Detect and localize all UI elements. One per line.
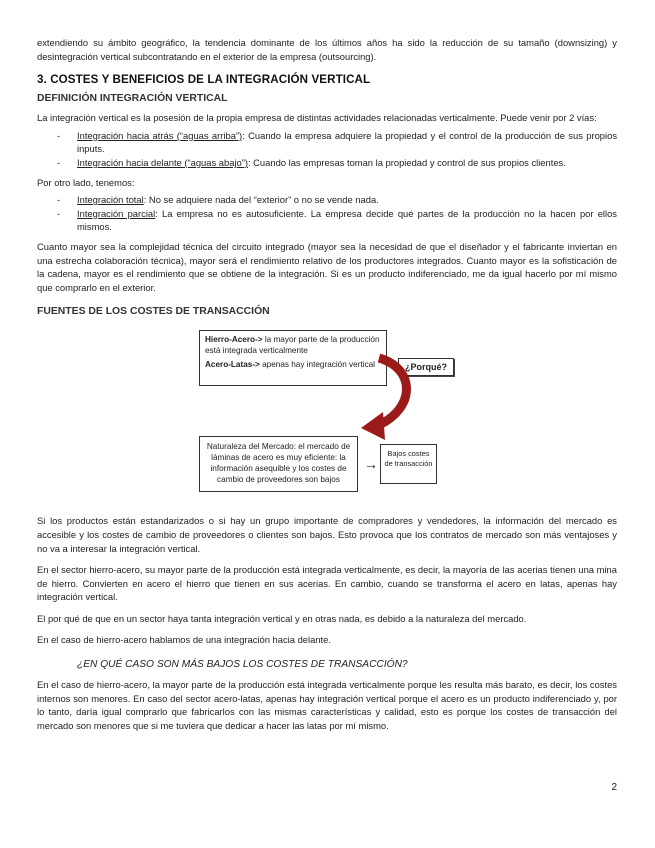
curved-arrow-icon xyxy=(357,350,437,442)
low-costs-box: Bajos costes de transacción xyxy=(380,444,437,484)
complexity-paragraph: Cuanto mayor sea la complejidad técnica del circuito integrado (mayor sea la necesidad de que el diseñador y el fabricante inviertan en una estrecha colaboración técnica), mayor será el rendimiento relativo de los productores integrados. Cuanto mayor es la sofisticación de la cadena, mayor es el rendimiento que se obtiene de la integración. Si es un producto indiferenciado, me da igual hacerlo por mí mismo que comprarlo en el exterior. xyxy=(37,240,617,293)
sources-heading: FUENTES DE LOS COSTES DE TRANSACCIÓN xyxy=(37,306,270,318)
list-item xyxy=(37,207,617,234)
iron-steel-paragraph: En el sector hierro-acero, su mayor parte de la producción está integrada verticalmente, es decir, la mayoría de las acerias tienen una mina de hierro. Convierten en acero el hierro que tienen en sus acerias. En cambio, cuando se transforma el acero en latas, apenas hay integración vertical. xyxy=(37,564,617,603)
vias-list xyxy=(37,129,617,170)
acero-latas-label: Acero-Latas-> xyxy=(205,360,260,370)
types-list xyxy=(37,193,617,234)
list-item xyxy=(37,129,617,156)
acero-latas-line xyxy=(205,359,381,370)
page-number: 2 xyxy=(611,782,617,793)
term-total: Integración total xyxy=(77,194,144,206)
question-heading: ¿EN QUÉ CASO SON MÁS BAJOS LOS COSTES DE TRANSACCIÓN? xyxy=(77,659,408,671)
why-paragraph: El por qué de que en un sector haya tanta integración vertical y en otras nada, es debido a la naturaleza del mercado. xyxy=(37,612,527,624)
term-forward-text: : Cuando las empresas toman la propiedad y control de sus propios clientes. xyxy=(247,156,566,168)
hierro-acero-label: Hierro-Acero-> xyxy=(205,335,263,345)
definition-paragraph: La integración vertical es la posesión de la propia empresa de distintas actividades relacionadas verticalmente. Puede venir por 2 vías: xyxy=(37,112,597,124)
term-forward: Integración hacia delante (“aguas abajo”) xyxy=(77,156,248,168)
definition-heading: DEFINICIÓN INTEGRACIÓN VERTICAL xyxy=(37,93,228,105)
final-paragraph: En el caso de hierro-acero, la mayor parte de la producción está integrada verticalmente porque les resulta más barato, es decir, los costes internos son menores. En caso del sector acero-latas, apenas hay integración vertical porque el acero es un producto indiferenciado y, por lo tanto, daría igual comprarlo que fabricarlos con las mismas características y calidad, esto es porque los costes de transacción del mercado son menores que si me tuviera que dedicar a hacer las latas por mí mismo. xyxy=(37,679,617,731)
list-item xyxy=(37,156,617,170)
hierro-acero-text: la mayor parte de la producción está integrada verticalmente xyxy=(205,335,380,356)
why-question-box: ¿Porqué? xyxy=(398,358,454,376)
acero-latas-text: apenas hay integración vertical xyxy=(259,360,375,370)
term-backward-text: : Cuando la empresa adquiere la propiedad y el control de la producción de sus propios inputs. xyxy=(77,129,618,155)
other-intro: Por otro lado, tenemos: xyxy=(37,176,135,188)
term-total-text: : No se adquiere nada del “exterior” o no se vende nada. xyxy=(143,194,379,206)
section-title: 3. COSTES Y BENEFICIOS DE LA INTEGRACIÓN VERTICAL xyxy=(37,73,371,87)
term-partial-text: : La empresa no es autosuficiente. La empresa decide qué partes de la producción no la hacen por ellos mismos. xyxy=(77,207,617,233)
list-item xyxy=(37,193,617,207)
right-arrow-icon: → xyxy=(364,456,378,473)
term-partial: Integración parcial xyxy=(77,207,156,219)
market-nature-box: Naturaleza del Mercado: el mercado de láminas de acero es muy eficiente: la información asequible y los costes de cambio de proveedores son bajos xyxy=(199,436,358,492)
standardized-paragraph: Si los productos están estandarizados o si hay un grupo importante de compradores y vendedores, la información del mercado es accesible y los costes de cambio de proveedores o clientes son bajos. Esto provoca que los contratos de mercado son más ventajoses y no va a interesar la integración vertical. xyxy=(37,515,617,554)
hierro-acero-line xyxy=(205,334,381,356)
term-backward: Integración hacia atrás (“aguas arriba”) xyxy=(77,129,243,141)
forward-paragraph: En el caso de hierro-acero hablamos de una integración hacia delante. xyxy=(37,634,331,646)
intro-paragraph: extendiendo su ámbito geográfico, la tendencia dominante de los últimos años ha sido la reducción de su tamaño (downsizing) y desintegración vertical subcontratando en el exterior de la empresa (outsourcing). xyxy=(37,37,617,62)
transaction-costs-diagram xyxy=(37,324,617,506)
document-page xyxy=(37,36,617,732)
